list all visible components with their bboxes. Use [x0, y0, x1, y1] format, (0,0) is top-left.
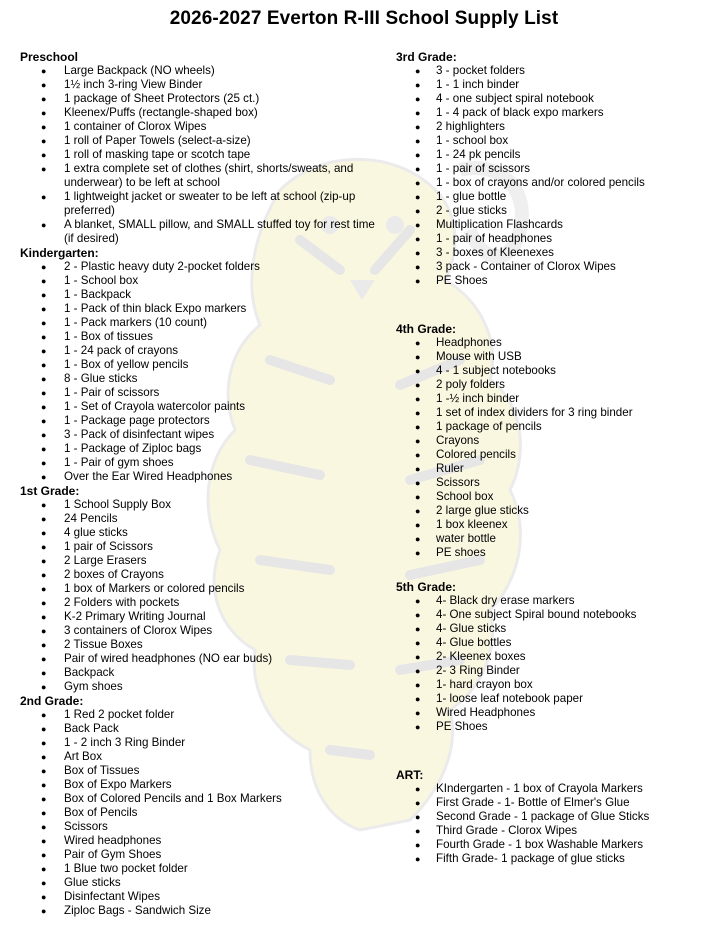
- section-title-second-grade: 2nd Grade:: [20, 694, 84, 708]
- list-kindergarten: [20, 260, 380, 484]
- list-item: ● 1½ inch 3-ring View Binder: [64, 78, 380, 92]
- list-item: ● Multiplication Flashcards: [436, 218, 716, 232]
- list-item: ● 3 pack - Container of Clorox Wipes: [436, 260, 716, 274]
- section-art: [396, 768, 716, 866]
- list-item: ● 1 Blue two pocket folder: [64, 862, 380, 876]
- list-item: ● Box of Pencils: [64, 806, 380, 820]
- list-item: ● water bottle: [436, 532, 716, 546]
- list-item: ● 2 highlighters: [436, 120, 716, 134]
- section-second-grade: [20, 694, 380, 918]
- list-item: ● 1 - 24 pk pencils: [436, 148, 716, 162]
- list-item: ● 2 poly folders: [436, 378, 716, 392]
- list-item: ● 2 - glue sticks: [436, 204, 716, 218]
- list-item: ● Pair of wired headphones (NO ear buds): [64, 652, 380, 666]
- section-title-kindergarten: Kindergarten:: [20, 246, 99, 260]
- list-item: ● 1 - pair of scissors: [436, 162, 716, 176]
- list-item: ● 3 - pocket folders: [436, 64, 716, 78]
- list-item: ● 1 - Pair of gym shoes: [64, 456, 380, 470]
- list-item: ● 4- Glue sticks: [436, 622, 716, 636]
- section-third-grade: [396, 50, 716, 288]
- list-item: ● 4- Black dry erase markers: [436, 594, 716, 608]
- list-fourth-grade: [396, 336, 716, 560]
- list-item: ● Colored pencils: [436, 448, 716, 462]
- list-item: ● 2 - Plastic heavy duty 2-pocket folders: [64, 260, 380, 274]
- list-item: ● 1 - Pack markers (10 count): [64, 316, 380, 330]
- list-item: ● 1 - 2 inch 3 Ring Binder: [64, 736, 380, 750]
- list-item: ● 2- 3 Ring Binder: [436, 664, 716, 678]
- list-art: [396, 782, 716, 866]
- list-item: ● Art Box: [64, 750, 380, 764]
- list-item: ● 1 - Package of Ziploc bags: [64, 442, 380, 456]
- list-preschool: [20, 64, 380, 246]
- list-item: ● 1 - Pack of thin black Expo markers: [64, 302, 380, 316]
- list-item: ● Fifth Grade- 1 package of glue sticks: [436, 852, 716, 866]
- list-item: ● Pair of Gym Shoes: [64, 848, 380, 862]
- list-item: ● 1 - 4 pack of black expo markers: [436, 106, 716, 120]
- list-item: ● A blanket, SMALL pillow, and SMALL stuffed toy for rest time (if desired): [64, 218, 380, 246]
- list-item: ● Wired headphones: [64, 834, 380, 848]
- section-title-first-grade: 1st Grade:: [20, 484, 80, 498]
- section-preschool: [20, 50, 380, 246]
- list-item: ● 4 - 1 subject notebooks: [436, 364, 716, 378]
- list-item: ● 1 - Pair of scissors: [64, 386, 380, 400]
- list-item: ● 1 box kleenex: [436, 518, 716, 532]
- list-item: ● KIndergarten - 1 box of Crayola Markers: [436, 782, 716, 796]
- list-item: ● Third Grade - Clorox Wipes: [436, 824, 716, 838]
- list-item: ● Scissors: [64, 820, 380, 834]
- list-item: ● 4- One subject Spiral bound notebooks: [436, 608, 716, 622]
- list-item: ● 1 box of Markers or colored pencils: [64, 582, 380, 596]
- list-item: ● 1 - Backpack: [64, 288, 380, 302]
- list-item: ● 1 - pair of headphones: [436, 232, 716, 246]
- section-title-art: ART:: [396, 768, 424, 782]
- list-item: ● 2 large glue sticks: [436, 504, 716, 518]
- list-item: ● 3 - Pack of disinfectant wipes: [64, 428, 380, 442]
- list-item: ● 1 - 1 inch binder: [436, 78, 716, 92]
- list-item: ● 1 - Box of tissues: [64, 330, 380, 344]
- list-item: ● 1 package of Sheet Protectors (25 ct.): [64, 92, 380, 106]
- section-title-third-grade: 3rd Grade:: [396, 50, 457, 64]
- list-item: ● 1 - School box: [64, 274, 380, 288]
- list-item: ● Over the Ear Wired Headphones: [64, 470, 380, 484]
- list-second-grade: [20, 708, 380, 918]
- section-fourth-grade: [396, 322, 716, 560]
- list-item: ● 1- loose leaf notebook paper: [436, 692, 716, 706]
- list-item: ● 1 - Set of Crayola watercolor paints: [64, 400, 380, 414]
- section-kindergarten: [20, 246, 380, 484]
- section-fifth-grade: [396, 580, 716, 734]
- list-item: ● 1 set of index dividers for 3 ring binder: [436, 406, 716, 420]
- page-title: 2026-2027 Everton R-III School Supply List: [169, 8, 559, 29]
- list-item: ● Box of Expo Markers: [64, 778, 380, 792]
- list-item: ● 1 pair of Scissors: [64, 540, 380, 554]
- list-third-grade: [396, 64, 716, 288]
- list-item: ● Ruler: [436, 462, 716, 476]
- list-item: ● 1 roll of Paper Towels (select-a-size): [64, 134, 380, 148]
- list-item: ● PE Shoes: [436, 274, 716, 288]
- list-item: ● Second Grade - 1 package of Glue Sticks: [436, 810, 716, 824]
- list-item: ● 8 - Glue sticks: [64, 372, 380, 386]
- list-item: ● 3 containers of Clorox Wipes: [64, 624, 380, 638]
- list-item: ● 1 Red 2 pocket folder: [64, 708, 380, 722]
- list-item: ● PE shoes: [436, 546, 716, 560]
- list-item: ● 1 - glue bottle: [436, 190, 716, 204]
- list-item: ● Fourth Grade - 1 box Washable Markers: [436, 838, 716, 852]
- section-title-fifth-grade: 5th Grade:: [396, 580, 457, 594]
- list-item: ● 2- Kleenex boxes: [436, 650, 716, 664]
- list-item: ● 1- hard crayon box: [436, 678, 716, 692]
- list-item: ● 1 - Package page protectors: [64, 414, 380, 428]
- list-item: ● 2 Folders with pockets: [64, 596, 380, 610]
- list-item: ● 1 - school box: [436, 134, 716, 148]
- list-item: ● 2 Tissue Boxes: [64, 638, 380, 652]
- list-item: ● 1 -½ inch binder: [436, 392, 716, 406]
- list-item: ● Box of Tissues: [64, 764, 380, 778]
- list-item: ● Wired Headphones: [436, 706, 716, 720]
- list-item: ● 1 package of pencils: [436, 420, 716, 434]
- list-item: ● 1 lightweight jacket or sweater to be left at school (zip-up preferred): [64, 190, 380, 218]
- list-item: ● Scissors: [436, 476, 716, 490]
- list-item: ● 1 roll of masking tape or scotch tape: [64, 148, 380, 162]
- list-item: ● PE Shoes: [436, 720, 716, 734]
- section-first-grade: [20, 484, 380, 694]
- section-title-preschool: Preschool: [20, 50, 79, 64]
- section-title-fourth-grade: 4th Grade:: [396, 322, 457, 336]
- list-item: ● Ziploc Bags - Sandwich Size: [64, 904, 380, 918]
- list-first-grade: [20, 498, 380, 694]
- list-item: ● 3 - boxes of Kleenexes: [436, 246, 716, 260]
- list-item: ● Disinfectant Wipes: [64, 890, 380, 904]
- left-column: [20, 50, 380, 918]
- list-item: ● Glue sticks: [64, 876, 380, 890]
- list-item: ● 4 glue sticks: [64, 526, 380, 540]
- list-item: ● Crayons: [436, 434, 716, 448]
- list-item: ● School box: [436, 490, 716, 504]
- list-item: ● 1 extra complete set of clothes (shirt, shorts/sweats, and underwear) to be left at school: [64, 162, 380, 190]
- list-item: ● K-2 Primary Writing Journal: [64, 610, 380, 624]
- list-item: ● Large Backpack (NO wheels): [64, 64, 380, 78]
- right-column: [396, 50, 716, 866]
- list-item: ● 2 boxes of Crayons: [64, 568, 380, 582]
- list-item: ● Kleenex/Puffs (rectangle-shaped box): [64, 106, 380, 120]
- list-item: ● 2 Large Erasers: [64, 554, 380, 568]
- list-item: ● Backpack: [64, 666, 380, 680]
- list-item: ● Mouse with USB: [436, 350, 716, 364]
- list-item: ● 1 - 24 pack of crayons: [64, 344, 380, 358]
- list-item: ● 1 - Box of yellow pencils: [64, 358, 380, 372]
- list-item: ● First Grade - 1- Bottle of Elmer's Glue: [436, 796, 716, 810]
- list-item: ● 4 - one subject spiral notebook: [436, 92, 716, 106]
- list-item: ● 1 - box of crayons and/or colored pencils: [436, 176, 716, 190]
- list-item: ● Headphones: [436, 336, 716, 350]
- list-fifth-grade: [396, 594, 716, 734]
- list-item: ● 1 School Supply Box: [64, 498, 380, 512]
- list-item: ● Back Pack: [64, 722, 380, 736]
- list-item: ● 4- Glue bottles: [436, 636, 716, 650]
- list-item: ● Gym shoes: [64, 680, 380, 694]
- list-item: ● Box of Colored Pencils and 1 Box Markers: [64, 792, 380, 806]
- list-item: ● 24 Pencils: [64, 512, 380, 526]
- list-item: ● 1 container of Clorox Wipes: [64, 120, 380, 134]
